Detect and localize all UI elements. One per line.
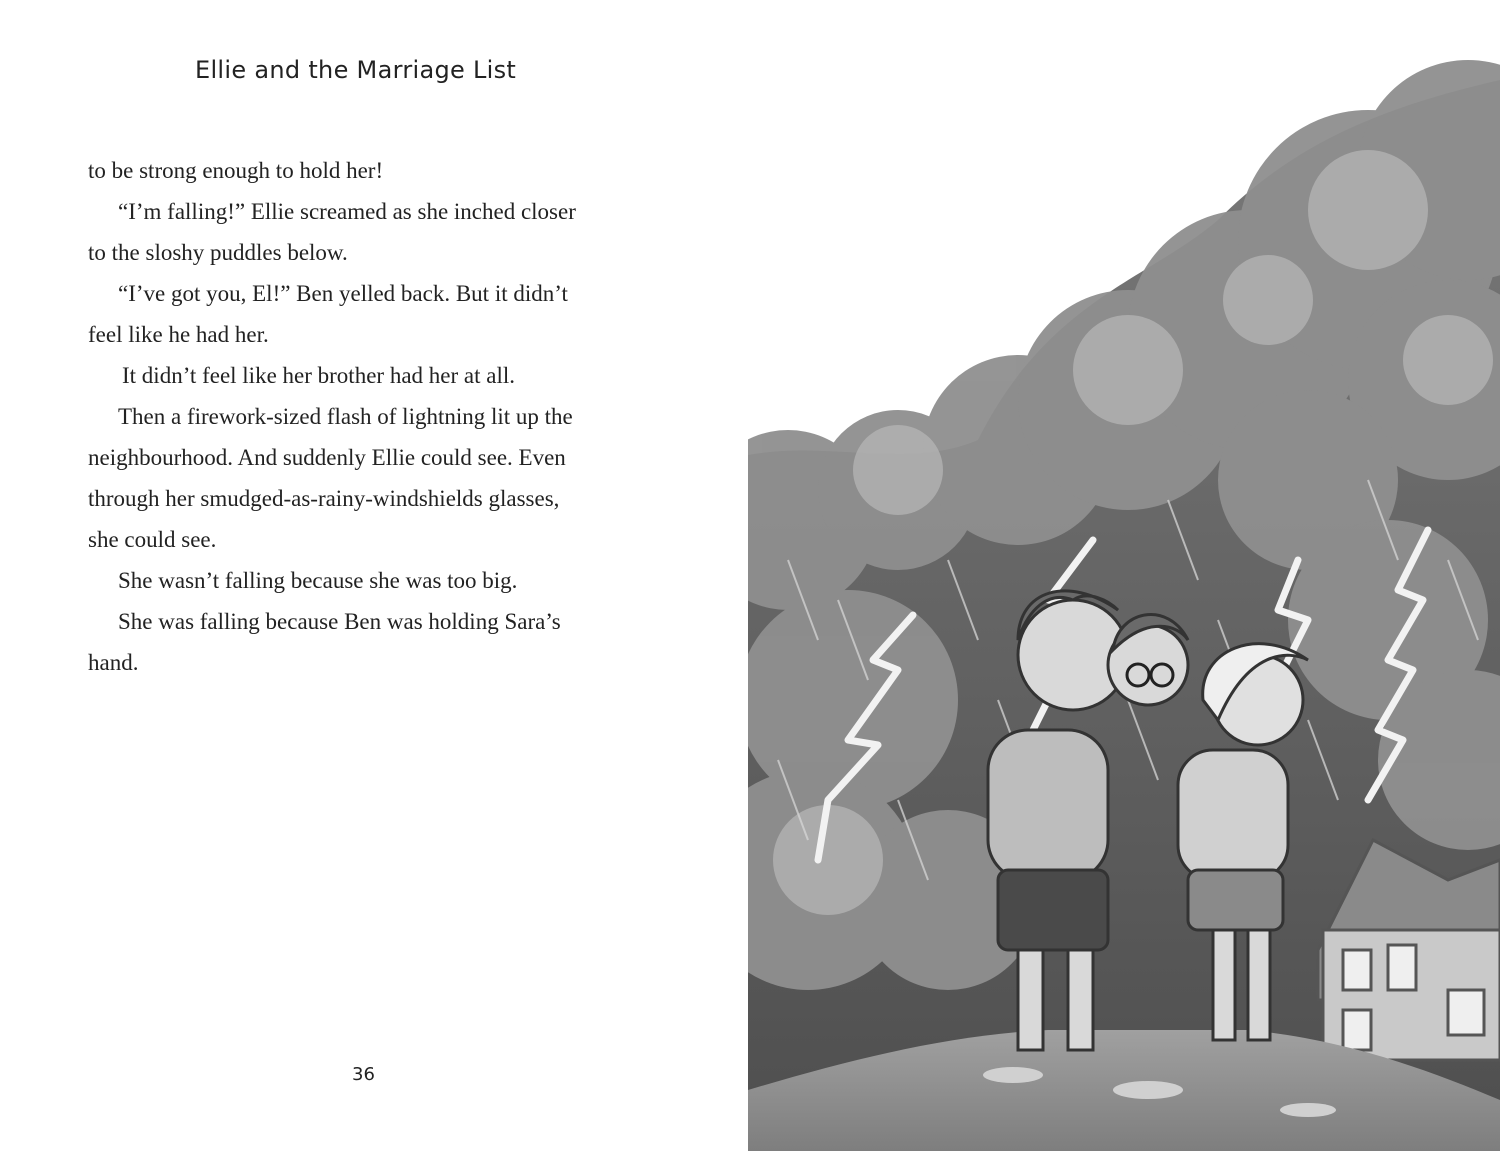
left-page xyxy=(0,0,748,1151)
text-line: to be strong enough to hold her! xyxy=(88,158,384,183)
house-window xyxy=(1448,990,1484,1035)
text-line: “I’m falling!” Ellie screamed as she inched closer xyxy=(118,199,576,224)
puddle xyxy=(983,1067,1043,1083)
text-line: hand. xyxy=(88,650,139,675)
house-window xyxy=(1343,950,1371,990)
text-line: She was falling because Ben was holding Sara’s xyxy=(118,609,561,634)
text-line: feel like he had her. xyxy=(88,322,269,347)
text-line: to the sloshy puddles below. xyxy=(88,240,348,265)
text-line: through her smudged-as-rainy-windshields glasses, xyxy=(88,486,560,511)
text-line: Then a firework-sized flash of lightning lit up the xyxy=(118,404,573,429)
text-line: she could see. xyxy=(88,527,217,552)
puddle xyxy=(1113,1081,1183,1099)
puddle xyxy=(1280,1103,1336,1117)
page-number: 36 xyxy=(352,1064,375,1085)
house-window xyxy=(1343,1010,1371,1050)
text-line: neighbourhood. And suddenly Ellie could see. Even xyxy=(88,445,566,470)
right-page xyxy=(748,0,1500,1151)
running-head: Ellie and the Marriage List xyxy=(195,56,517,84)
house-window xyxy=(1388,945,1416,990)
body-text xyxy=(88,150,648,683)
text-line: It didn’t feel like her brother had her at all. xyxy=(122,363,515,388)
text-line: She wasn’t falling because she was too big. xyxy=(118,568,518,593)
storm-scene-illustration xyxy=(748,0,1500,1151)
text-line: “I’ve got you, El!” Ben yelled back. But it didn’t xyxy=(118,281,568,306)
